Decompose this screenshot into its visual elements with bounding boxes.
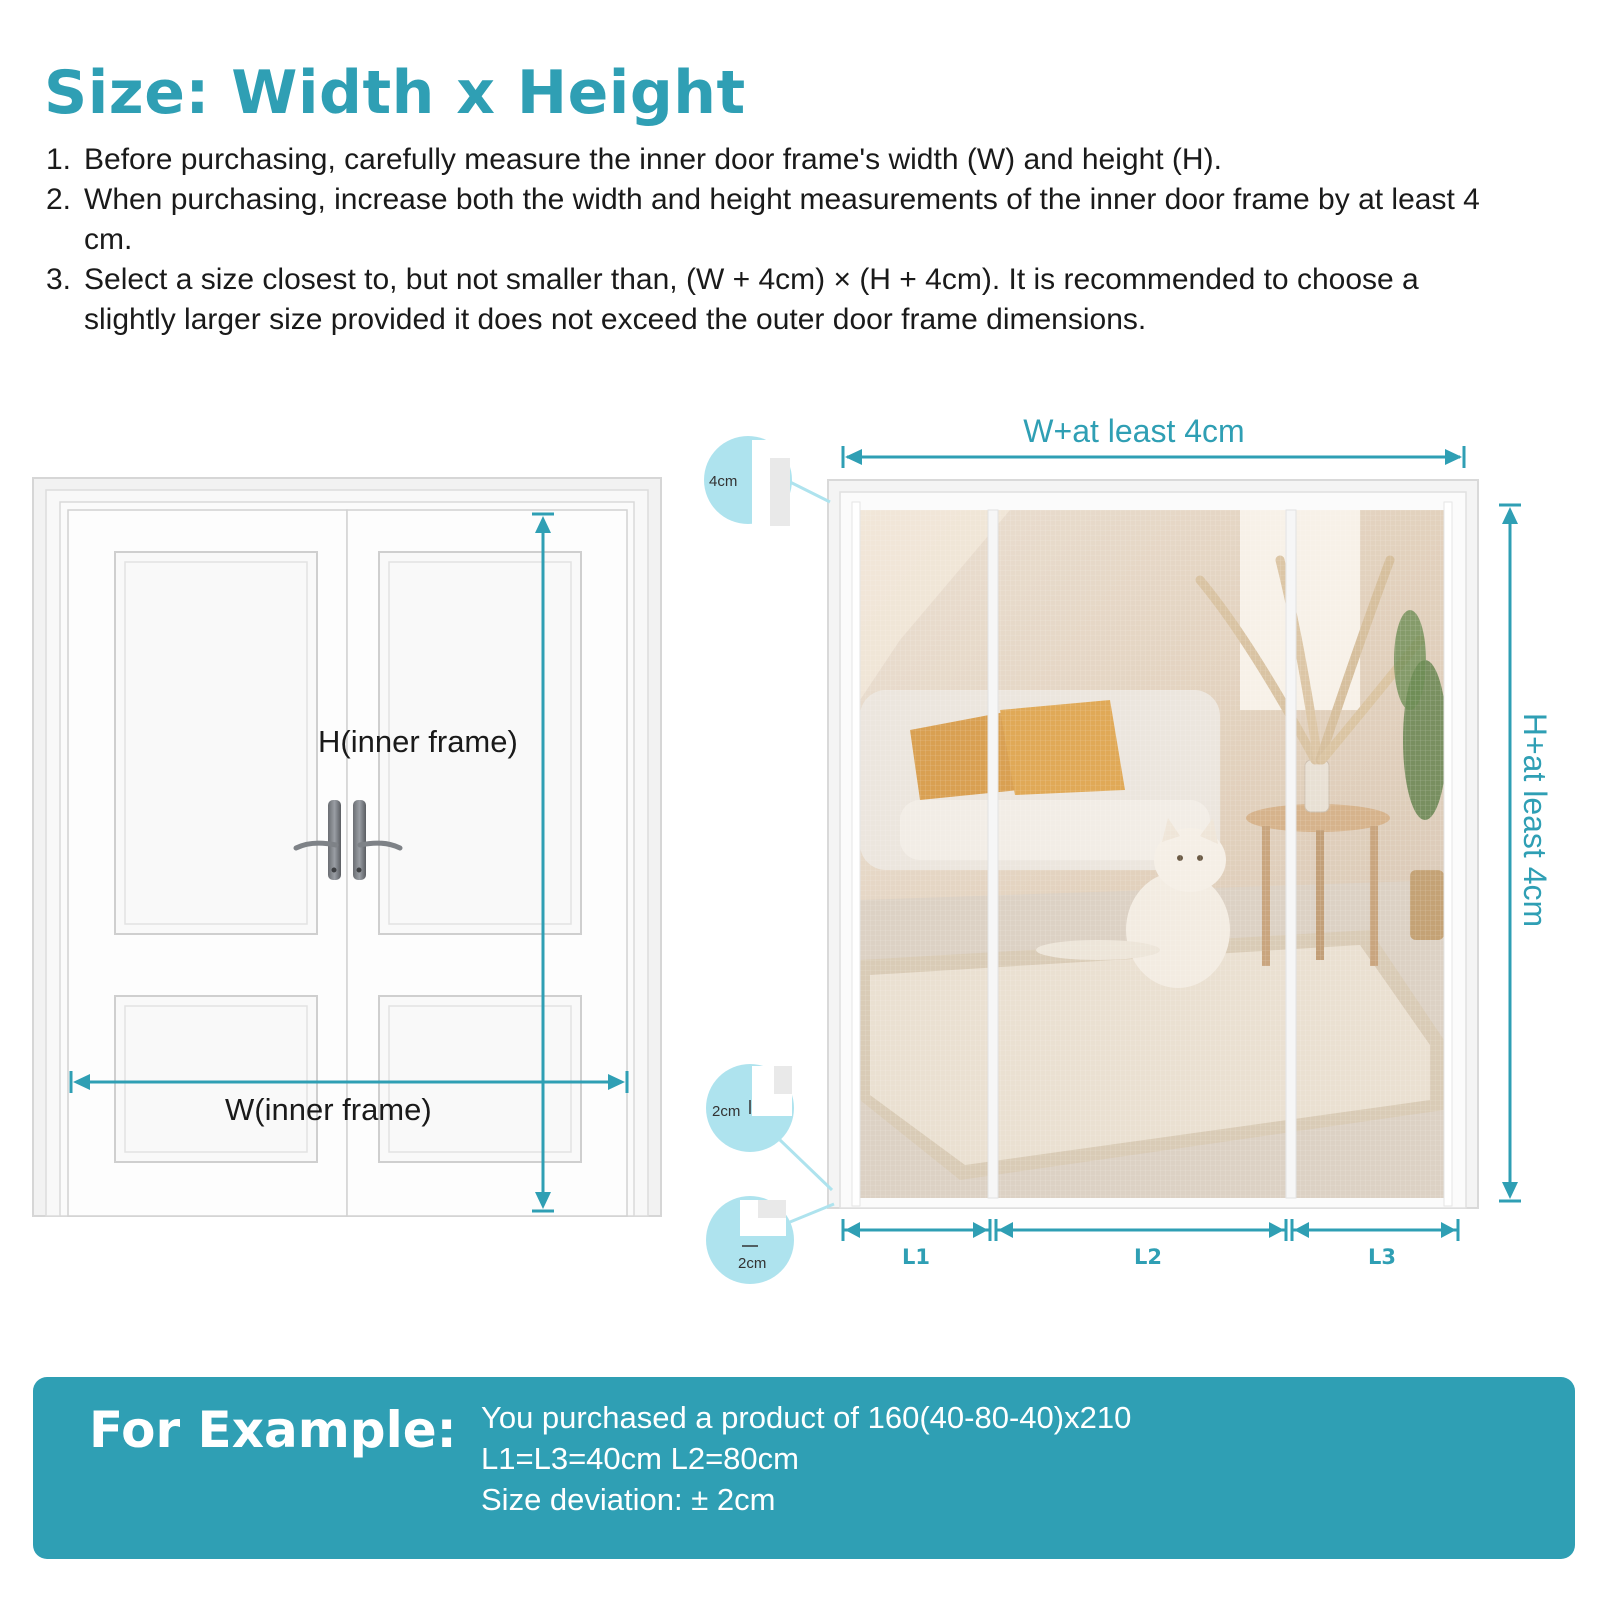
callout-top-label: 4cm [709,473,738,490]
door-panel [379,996,581,1162]
callout-top [704,436,830,526]
example-line: You purchased a product of 160(40-80-40)x210 [481,1400,1132,1435]
instruction-number: 3. [46,263,72,296]
screen-width-arrow [843,446,1464,468]
callout-middle [706,1064,832,1190]
example-title: For Example: [89,1401,457,1459]
segment-label-l1: L1 [902,1245,930,1269]
door-panel [115,552,317,934]
door-panel [115,996,317,1162]
callout-middle-label: 2cm [712,1103,741,1120]
segment-label-l3: L3 [1368,1245,1396,1269]
example-line: Size deviation: ± 2cm [481,1482,776,1517]
screen-panel-divider [1286,510,1296,1198]
room-photo [860,510,1447,1198]
example-banner [33,1377,1575,1559]
segment-label-l2: L2 [1134,1245,1162,1269]
example-lines [481,1397,1131,1520]
example-line: L1=L3=40cm L2=80cm [481,1441,799,1476]
instruction-text: Select a size closest to, but not smaller than, (W + 4cm) × (H + 4cm). It is recommended to choose a slightly larger size provided it does not exceed the outer door frame dimensions. [84,263,1419,336]
page-title: Size: Width x Height [44,58,746,128]
instruction-number: 2. [46,183,72,216]
inner-width-label: W(inner frame) [225,1092,432,1127]
instruction-number: 1. [46,143,72,176]
instruction-text: When purchasing, increase both the width and height measurements of the inner door frame by at least 4 cm. [84,183,1480,256]
screen-panel-divider [988,510,998,1198]
screen-width-label: W+at least 4cm [1023,413,1245,449]
inner-height-label: H(inner frame) [318,724,518,759]
segment-arrows [843,1219,1458,1241]
double-door-illustration [33,478,661,1216]
screen-door-illustration [704,413,1553,1284]
instruction-text: Before purchasing, carefully measure the inner door frame's width (W) and height (H). [84,143,1222,176]
callout-bottom-label: 2cm [738,1255,767,1272]
callout-bottom [706,1196,834,1284]
screen-height-label: H+at least 4cm [1517,712,1553,928]
